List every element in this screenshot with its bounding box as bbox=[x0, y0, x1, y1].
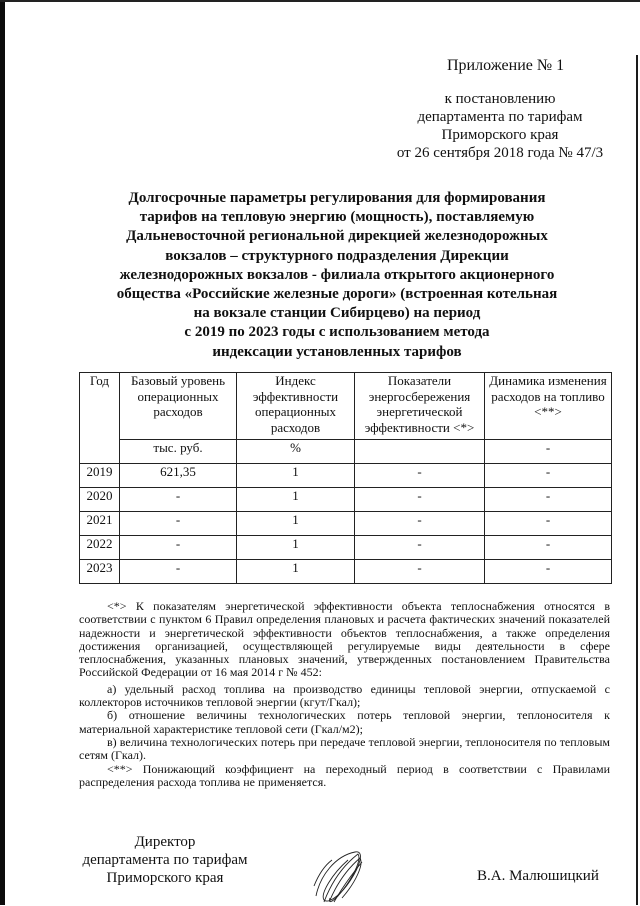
footnote-fuel-coefficient: <**> Понижающий коэффициент на переходный период в соответствии с Правилами распределения расхода топлива не применяется. bbox=[79, 761, 610, 789]
header-efficiency-index: Индекс эффективности операционных расходов bbox=[237, 373, 355, 440]
cell-energy-saving: - bbox=[355, 464, 485, 488]
footnotes bbox=[79, 600, 610, 789]
cell-energy-saving: - bbox=[355, 488, 485, 512]
handwritten-signature-icon bbox=[310, 846, 370, 906]
table-row bbox=[80, 536, 612, 560]
cell-efficiency-index: 1 bbox=[237, 488, 355, 512]
cell-base-opex: - bbox=[120, 560, 237, 584]
cell-fuel-dynamics: - bbox=[485, 488, 612, 512]
unit-cell: - bbox=[485, 440, 612, 464]
title-line: вокзалов – структурного подразделения Дирекции bbox=[165, 247, 509, 264]
signer-position-line: департамента по тарифам bbox=[82, 852, 248, 868]
signer-position-line: Директор bbox=[134, 834, 196, 850]
cell-energy-saving: - bbox=[355, 536, 485, 560]
cell-year: 2020 bbox=[80, 488, 120, 512]
title-line: общества «Российские железные дороги» (встроенная котельная bbox=[116, 286, 558, 303]
scan-border-right bbox=[636, 55, 638, 905]
cell-fuel-dynamics: - bbox=[485, 560, 612, 584]
title-line: на вокзале станции Сибирцево) на период bbox=[193, 305, 481, 322]
header-energy-saving: Показатели энергосбережения энергетической эффективности <*> bbox=[355, 373, 485, 440]
table-header-row bbox=[80, 373, 612, 440]
table-units-row bbox=[80, 440, 612, 464]
cell-efficiency-index: 1 bbox=[237, 536, 355, 560]
cell-base-opex: 621,35 bbox=[120, 464, 237, 488]
cell-fuel-dynamics: - bbox=[485, 464, 612, 488]
cell-base-opex: - bbox=[120, 512, 237, 536]
title-line: железнодорожных вокзалов - филиала открытого акционерного bbox=[119, 266, 555, 283]
footnote-energy-efficiency: <*> К показателям энергетической эффективности объекта теплоснабжения относятся в соответствии с пунктом 6 Правил определения плановых и расчета фактических значений показателей надежности и энергетической эффективности объектов теплоснабжения, а также определения достижения организацией, осуществляющей регулируемые виды деятельности в сфере теплоснабжения, указанных плановых значений, утвержденных постановлением Правительства Российской Федерации от 16 мая 2014 г № 452: bbox=[79, 599, 610, 680]
cell-efficiency-index: 1 bbox=[237, 464, 355, 488]
cell-year: 2021 bbox=[80, 512, 120, 536]
header-fuel-dynamics: Динамика изменения расходов на топливо <**> bbox=[485, 373, 612, 440]
resolution-line: к постановлению bbox=[444, 91, 556, 107]
signer-position bbox=[70, 833, 260, 887]
table-row bbox=[80, 464, 612, 488]
parameters-table bbox=[79, 372, 612, 584]
footnote-item-b: б) отношение величины технологических потерь тепловой энергии, теплоносителя к материальной характеристике тепловой сети (Гкал/м2); bbox=[79, 708, 610, 736]
cell-fuel-dynamics: - bbox=[485, 536, 612, 560]
title-line: тарифов на тепловую энергию (мощность), поставляемую bbox=[139, 209, 535, 226]
cell-base-opex: - bbox=[120, 488, 237, 512]
cell-efficiency-index: 1 bbox=[237, 512, 355, 536]
header-base-opex: Базовый уровень операционных расходов bbox=[120, 373, 237, 440]
table-row bbox=[80, 488, 612, 512]
resolution-date-line: от 26 сентября 2018 года № 47/3 bbox=[396, 145, 604, 161]
title-line: Дальневосточной региональной дирекцией железнодорожных bbox=[126, 228, 548, 245]
title-line: индексации установленных тарифов bbox=[212, 343, 462, 360]
resolution-line: департамента по тарифам bbox=[417, 109, 583, 125]
cell-year: 2023 bbox=[80, 560, 120, 584]
footnote-item-c: в) величина технологических потерь при передаче тепловой энергии, теплоносителя по тепловым сетям (Гкал). bbox=[79, 734, 610, 763]
table-row bbox=[80, 512, 612, 536]
cell-energy-saving: - bbox=[355, 512, 485, 536]
footnote-item-a: а) удельный расход топлива на производство единицы тепловой энергии, отпускаемой с коллекторов источников тепловой энергии (кгут/Гкал); bbox=[79, 681, 610, 710]
unit-cell bbox=[355, 440, 485, 464]
document-title bbox=[112, 189, 562, 362]
resolution-reference bbox=[395, 90, 605, 162]
signer-name: В.А. Малюшицкий bbox=[477, 868, 599, 884]
appendix-title: Приложение № 1 bbox=[447, 57, 565, 74]
table-row bbox=[80, 560, 612, 584]
cell-year: 2019 bbox=[80, 464, 120, 488]
title-line: Долгосрочные параметры регулирования для формирования bbox=[128, 190, 546, 206]
cell-energy-saving: - bbox=[355, 560, 485, 584]
unit-cell: тыс. руб. bbox=[120, 440, 237, 464]
scan-border-left bbox=[0, 0, 5, 905]
cell-fuel-dynamics: - bbox=[485, 512, 612, 536]
title-line: с 2019 по 2023 годы с использованием метода bbox=[184, 324, 490, 341]
header-year: Год bbox=[80, 373, 120, 464]
resolution-line: Приморского края bbox=[441, 127, 559, 143]
signer-position-line: Приморского края bbox=[106, 870, 224, 886]
unit-cell: % bbox=[237, 440, 355, 464]
cell-base-opex: - bbox=[120, 536, 237, 560]
cell-year: 2022 bbox=[80, 536, 120, 560]
scan-border-top bbox=[0, 0, 640, 2]
cell-efficiency-index: 1 bbox=[237, 560, 355, 584]
